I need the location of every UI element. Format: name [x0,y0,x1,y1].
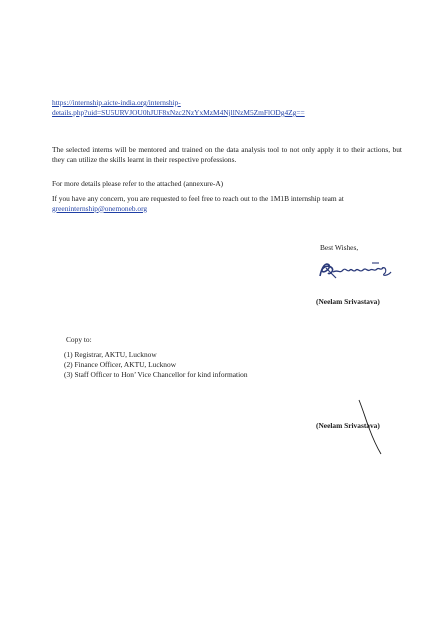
concern-email-link[interactable]: greeninternship@onemoneb.org [52,203,148,213]
internship-link-line2[interactable]: details.php?uid=SU5URVJOU0hJUF8xNzc2NzYxMzM4NjllNzM5ZmFlODg4Zg== [52,108,305,117]
interns-paragraph: The selected interns will be mentored and trained on the data analysis tool to not only apply it to their actions, but they can utilize the skills learnt in their respective professions. [52,145,402,164]
concern-paragraph [52,194,402,213]
best-wishes: Best Wishes, [320,243,359,252]
footer-signatory-name: (Neelam Srivastava) [316,421,380,430]
copy-to-heading: Copy to: [66,335,92,344]
signature-image [316,256,396,282]
copy-item-3: (3) Staff Officer to Hon’ Vice Chancellor for kind information [64,370,248,379]
internship-link-line1[interactable]: https://internship.aicte-india.org/internship- [52,98,181,107]
details-paragraph: For more details please refer to the attached (annexure-A) [52,179,224,188]
concern-text: If you have any concern, you are requested to feel free to reach out to the 1M1B internship team at [52,194,344,203]
copy-item-2: (2) Finance Officer, AKTU, Lucknow [64,360,177,369]
copy-item-1: (1) Registrar, AKTU, Lucknow [64,350,157,359]
signatory-name: (Neelam Srivastava) [316,297,380,306]
